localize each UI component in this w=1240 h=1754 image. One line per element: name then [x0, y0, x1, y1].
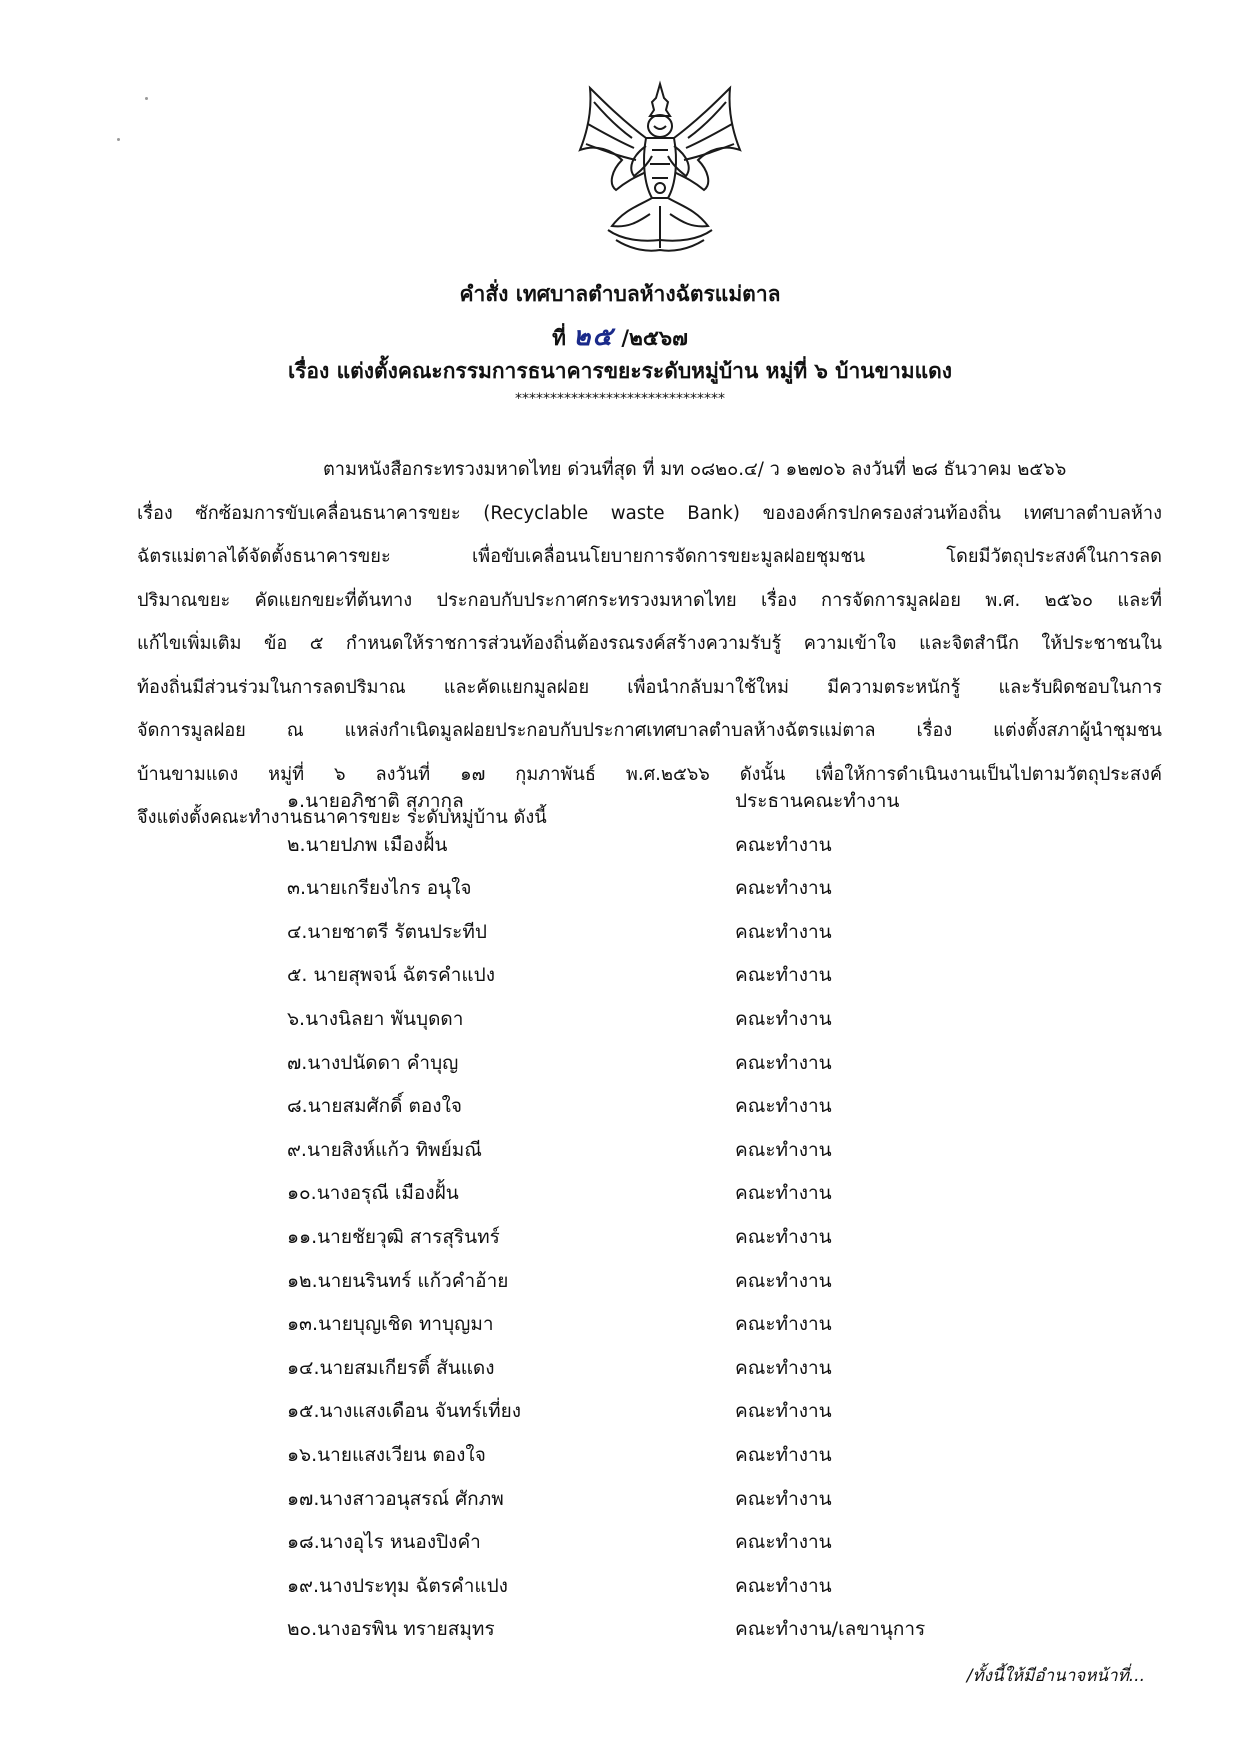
member-role: คณะทำงาน [735, 1269, 832, 1292]
member-name: ๑.นายอภิชาติ สุภากุล [287, 790, 464, 812]
member-name: ๑๐.นางอรุณี เมืองฝั้น [287, 1182, 459, 1205]
member-role: คณะทำงาน [735, 1095, 832, 1118]
member-name: ๑๗.นางสาวอนุสรณ์ ศักภพ [287, 1487, 504, 1510]
continued-note: /ทั้งนี้ให้มีอำนาจหน้าที่... [966, 1666, 1145, 1686]
member-row [0, 1091, 1240, 1131]
member-name: ๑๒.นายนรินทร์ แก้วคำอ้าย [287, 1269, 509, 1292]
body-line: จัดการมูลฝอย ณ แหล่งกำเนิดมูลฝอยประกอบกับประกาศเทศบาลตำบลห้างฉัตรแม่ตาล เรื่อง แต่งตั้งสภาผู้นำชุมชน [137, 720, 1162, 741]
member-role: ประธานคณะทำงาน [735, 790, 900, 812]
member-name: ๑๕.นางแสงเดือน จันทร์เที่ยง [287, 1400, 522, 1423]
member-role: คณะทำงาน [735, 1182, 832, 1205]
member-role: คณะทำงาน [735, 964, 832, 987]
member-name: ๑๔.นายสมเกียรติ์ สันแดง [287, 1356, 495, 1379]
member-name: ๑๓.นายบุญเชิด ทาบุญมา [287, 1313, 494, 1336]
member-role: คณะทำงาน [735, 1531, 832, 1554]
member-name: ๗.นางปนัดดา คำบุญ [287, 1051, 459, 1074]
member-name: ๑๖.นายแสงเวียน ตองใจ [287, 1444, 486, 1466]
order-title: คำสั่ง เทศบาลตำบลห้างฉัตรแม่ตาล [459, 282, 781, 306]
member-role: คณะทำงาน [735, 1138, 832, 1161]
member-name: ๙.นายสิงห์แก้ว ทิพย์มณี [287, 1138, 482, 1161]
member-name: ๘.นายสมศักดิ์ ตองใจ [287, 1095, 462, 1118]
order-number-year: /๒๕๖๗ [621, 326, 688, 350]
body-line: จึงแต่งตั้งคณะทำงานธนาคารขยะ ระดับหมู่บ้าน ดังนี้ [137, 807, 547, 828]
member-row [0, 1135, 1240, 1175]
member-row [0, 1004, 1240, 1044]
member-role: คณะทำงาน [735, 1444, 832, 1466]
member-name: ๕. นายสุพจน์ ฉัตรคำแปง [287, 964, 495, 987]
member-role: คณะทำงาน [735, 1356, 832, 1379]
member-role: คณะทำงาน [735, 1487, 832, 1510]
member-role: คณะทำงาน [735, 1574, 832, 1597]
order-subject: เรื่อง แต่งตั้งคณะกรรมการธนาคารขยะระดับหมู่บ้าน หมู่ที่ ๖ บ้านขามแดง [287, 359, 953, 383]
member-name: ๓.นายเกรียงไกร อนุใจ [287, 877, 472, 900]
member-row [0, 1353, 1240, 1393]
order-number [0, 316, 1240, 357]
member-name: ๒๐.นางอรพิน ทรายสมุทร [287, 1618, 495, 1641]
member-role: คณะทำงาน/เลขานุการ [735, 1618, 926, 1641]
member-row [0, 960, 1240, 1000]
member-name: ๒.นายปภพ เมืองฝั้น [287, 833, 448, 856]
member-name: ๑๙.นางประทุม ฉัตรคำแปง [287, 1574, 508, 1597]
scan-speck [145, 97, 148, 100]
scan-speck [117, 138, 120, 141]
order-number-prefix: ที่ [552, 326, 566, 350]
member-role: คณะทำงาน [735, 1313, 832, 1336]
member-role: คณะทำงาน [735, 833, 832, 856]
body-line: ปริมาณขยะ คัดแยกขยะที่ต้นทาง ประกอบกับประกาศกระทรวงมหาดไทย เรื่อง การจัดการมูลฝอย พ.ศ. ๒๕๖๐ และที่ [137, 589, 1162, 611]
member-name: ๑๑.นายชัยวุฒิ สารสุรินทร์ [287, 1226, 500, 1248]
member-row [0, 1440, 1240, 1480]
member-row [0, 830, 1240, 870]
body-line: บ้านขามแดง หมู่ที่ ๖ ลงวันที่ ๑๗ กุมภาพันธ์ พ.ศ.๒๕๖๖ ดังนั้น เพื่อให้การดำเนินงานเป็นไปตามวัตถุประสงค์ [137, 763, 1162, 785]
member-row [0, 786, 1240, 826]
member-row [0, 1614, 1240, 1654]
member-role: คณะทำงาน [735, 1226, 832, 1248]
member-role: คณะทำงาน [735, 920, 832, 943]
member-name: ๖.นางนิลยา พันบุดดา [287, 1008, 464, 1030]
member-name: ๔.นายชาตรี รัตนประทีป [287, 920, 487, 943]
member-row [0, 1309, 1240, 1349]
order-body [137, 448, 1162, 840]
garuda-emblem [572, 80, 748, 256]
member-role: คณะทำงาน [735, 1008, 832, 1030]
body-line: ฉัตรแม่ตาลได้จัดตั้งธนาคารขยะ เพื่อขับเคลื่อนนโยบายการจัดการขยะมูลฝอยชุมชน โดยมีวัตถุประสงค์ในการลด [137, 546, 1162, 567]
body-line: เรื่อง ซักซ้อมการขับเคลื่อนธนาคารขยะ (Recyclable waste Bank) ขององค์กรปกครองส่วนท้องถิ่น เทศบาลตำบลห้าง [137, 502, 1162, 524]
member-row [0, 1048, 1240, 1088]
member-role: คณะทำงาน [735, 1051, 832, 1074]
member-row [0, 1178, 1240, 1218]
member-role: คณะทำงาน [735, 877, 832, 900]
body-line: ท้องถิ่นมีส่วนร่วมในการลดปริมาณ และคัดแยกมูลฝอย เพื่อนำกลับมาใช้ใหม่ มีความตระหนักรู้ และรับผิดชอบในการ [137, 676, 1162, 698]
separator-stars: ****************************** [515, 391, 725, 407]
order-number-handwritten: ๒๕ [573, 322, 615, 352]
member-row [0, 917, 1240, 957]
member-row [0, 1396, 1240, 1436]
member-row [0, 1266, 1240, 1306]
member-role: คณะทำงาน [735, 1400, 832, 1423]
member-row [0, 1527, 1240, 1567]
member-row [0, 1484, 1240, 1524]
member-row [0, 1222, 1240, 1262]
body-line: แก้ไขเพิ่มเติม ข้อ ๕ กำหนดให้ราชการส่วนท้องถิ่นต้องรณรงค์สร้างความรับรู้ ความเข้าใจ และจิตสำนึก ให้ประชาชนใน [137, 633, 1162, 654]
member-name: ๑๘.นางอุไร หนองปิงคำ [287, 1531, 481, 1554]
member-row [0, 873, 1240, 913]
member-row [0, 1571, 1240, 1611]
body-line: ตามหนังสือกระทรวงมหาดไทย ด่วนที่สุด ที่ มท ๐๘๒๐.๔/ ว ๑๒๗๐๖ ลงวันที่ ๒๘ ธันวาคม ๒๕๖๖ [323, 459, 1067, 480]
